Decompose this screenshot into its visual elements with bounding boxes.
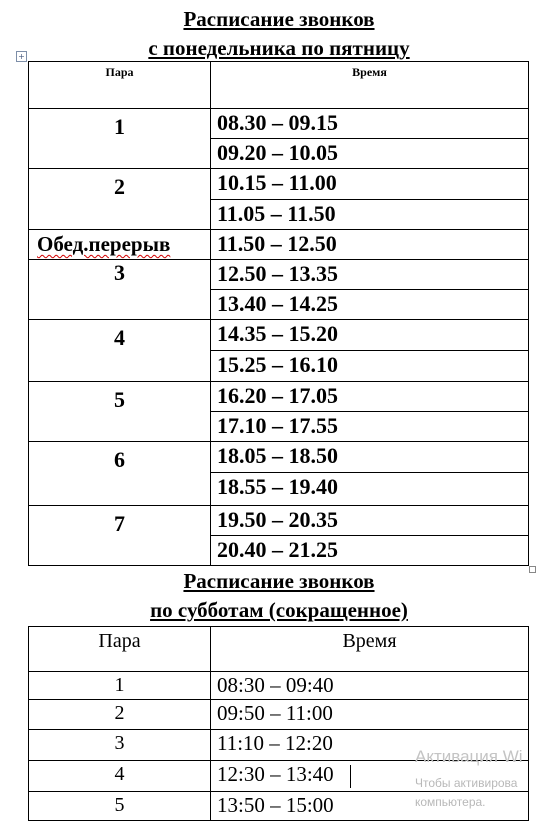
- table-row: [29, 442, 529, 473]
- para-number: 3: [29, 260, 211, 320]
- time-cell: 18.55 – 19.40: [211, 473, 529, 506]
- time-cell: 12.50 – 13.35: [211, 260, 529, 290]
- table-row: [29, 169, 529, 200]
- time-cell: 09:50 – 11:00: [211, 700, 529, 730]
- activation-watermark-line: Чтобы активирова: [415, 776, 518, 790]
- time-cell: 11.05 – 11.50: [211, 200, 529, 230]
- table-move-handle-icon[interactable]: +: [16, 51, 27, 62]
- table-row: [29, 382, 529, 412]
- time-cell: 13:50 – 15:00: [211, 792, 529, 821]
- table-row: [29, 109, 529, 139]
- header-time: Время: [211, 627, 529, 672]
- table-row: [29, 506, 529, 536]
- activation-watermark-text: [415, 774, 517, 812]
- header-para: Пара: [29, 627, 211, 672]
- table-row-lunch: [29, 230, 529, 260]
- para-number: 3: [29, 730, 211, 761]
- table-row: [29, 700, 529, 730]
- header-para: Пара: [29, 62, 211, 109]
- header-time: Время: [211, 62, 529, 109]
- para-number: 2: [29, 169, 211, 230]
- time-cell: 08.30 – 09.15: [211, 109, 529, 139]
- time-cell: 13.40 – 14.25: [211, 290, 529, 320]
- weekday-schedule-table: [28, 61, 529, 566]
- text-cursor: [350, 765, 351, 788]
- time-cell: 19.50 – 20.35: [211, 506, 529, 536]
- time-cell: 08:30 – 09:40: [211, 672, 529, 700]
- para-number: 5: [29, 382, 211, 442]
- saturday-title-line2: по субботам (сокращенное): [150, 598, 408, 622]
- time-cell: 11:10 – 12:20: [211, 730, 529, 761]
- weekday-title-line1: Расписание звонков: [183, 7, 375, 31]
- table-header-row: [29, 627, 529, 672]
- para-number: 4: [29, 761, 211, 792]
- para-number: 7: [29, 506, 211, 566]
- time-cell: 15.25 – 16.10: [211, 351, 529, 382]
- time-cell: 18.05 – 18.50: [211, 442, 529, 473]
- time-cell: 20.40 – 21.25: [211, 536, 529, 566]
- time-cell: 11.50 – 12.50: [211, 230, 529, 260]
- table-row: [29, 260, 529, 290]
- time-cell[interactable]: 12:30 – 13:40: [211, 761, 529, 792]
- table-header-row: [29, 62, 529, 109]
- para-number: 2: [29, 700, 211, 730]
- saturday-title-line1: Расписание звонков: [183, 569, 375, 593]
- time-cell: 17.10 – 17.55: [211, 412, 529, 442]
- time-cell: 16.20 – 17.05: [211, 382, 529, 412]
- activation-watermark-title: Активация Wi: [415, 747, 523, 766]
- table-row: [29, 320, 529, 351]
- lunch-break-label: Обед.перерыв: [29, 230, 211, 260]
- para-number: 5: [29, 792, 211, 821]
- para-number: 4: [29, 320, 211, 382]
- table-row: [29, 672, 529, 700]
- para-number: 1: [29, 109, 211, 169]
- para-number: 1: [29, 672, 211, 700]
- time-cell: 09.20 – 10.05: [211, 139, 529, 169]
- time-cell: 14.35 – 15.20: [211, 320, 529, 351]
- para-number: 6: [29, 442, 211, 506]
- activation-watermark-line: компьютера.: [415, 795, 486, 809]
- weekday-title-line2: с понедельника по пятницу: [148, 36, 410, 60]
- time-cell: 10.15 – 11.00: [211, 169, 529, 200]
